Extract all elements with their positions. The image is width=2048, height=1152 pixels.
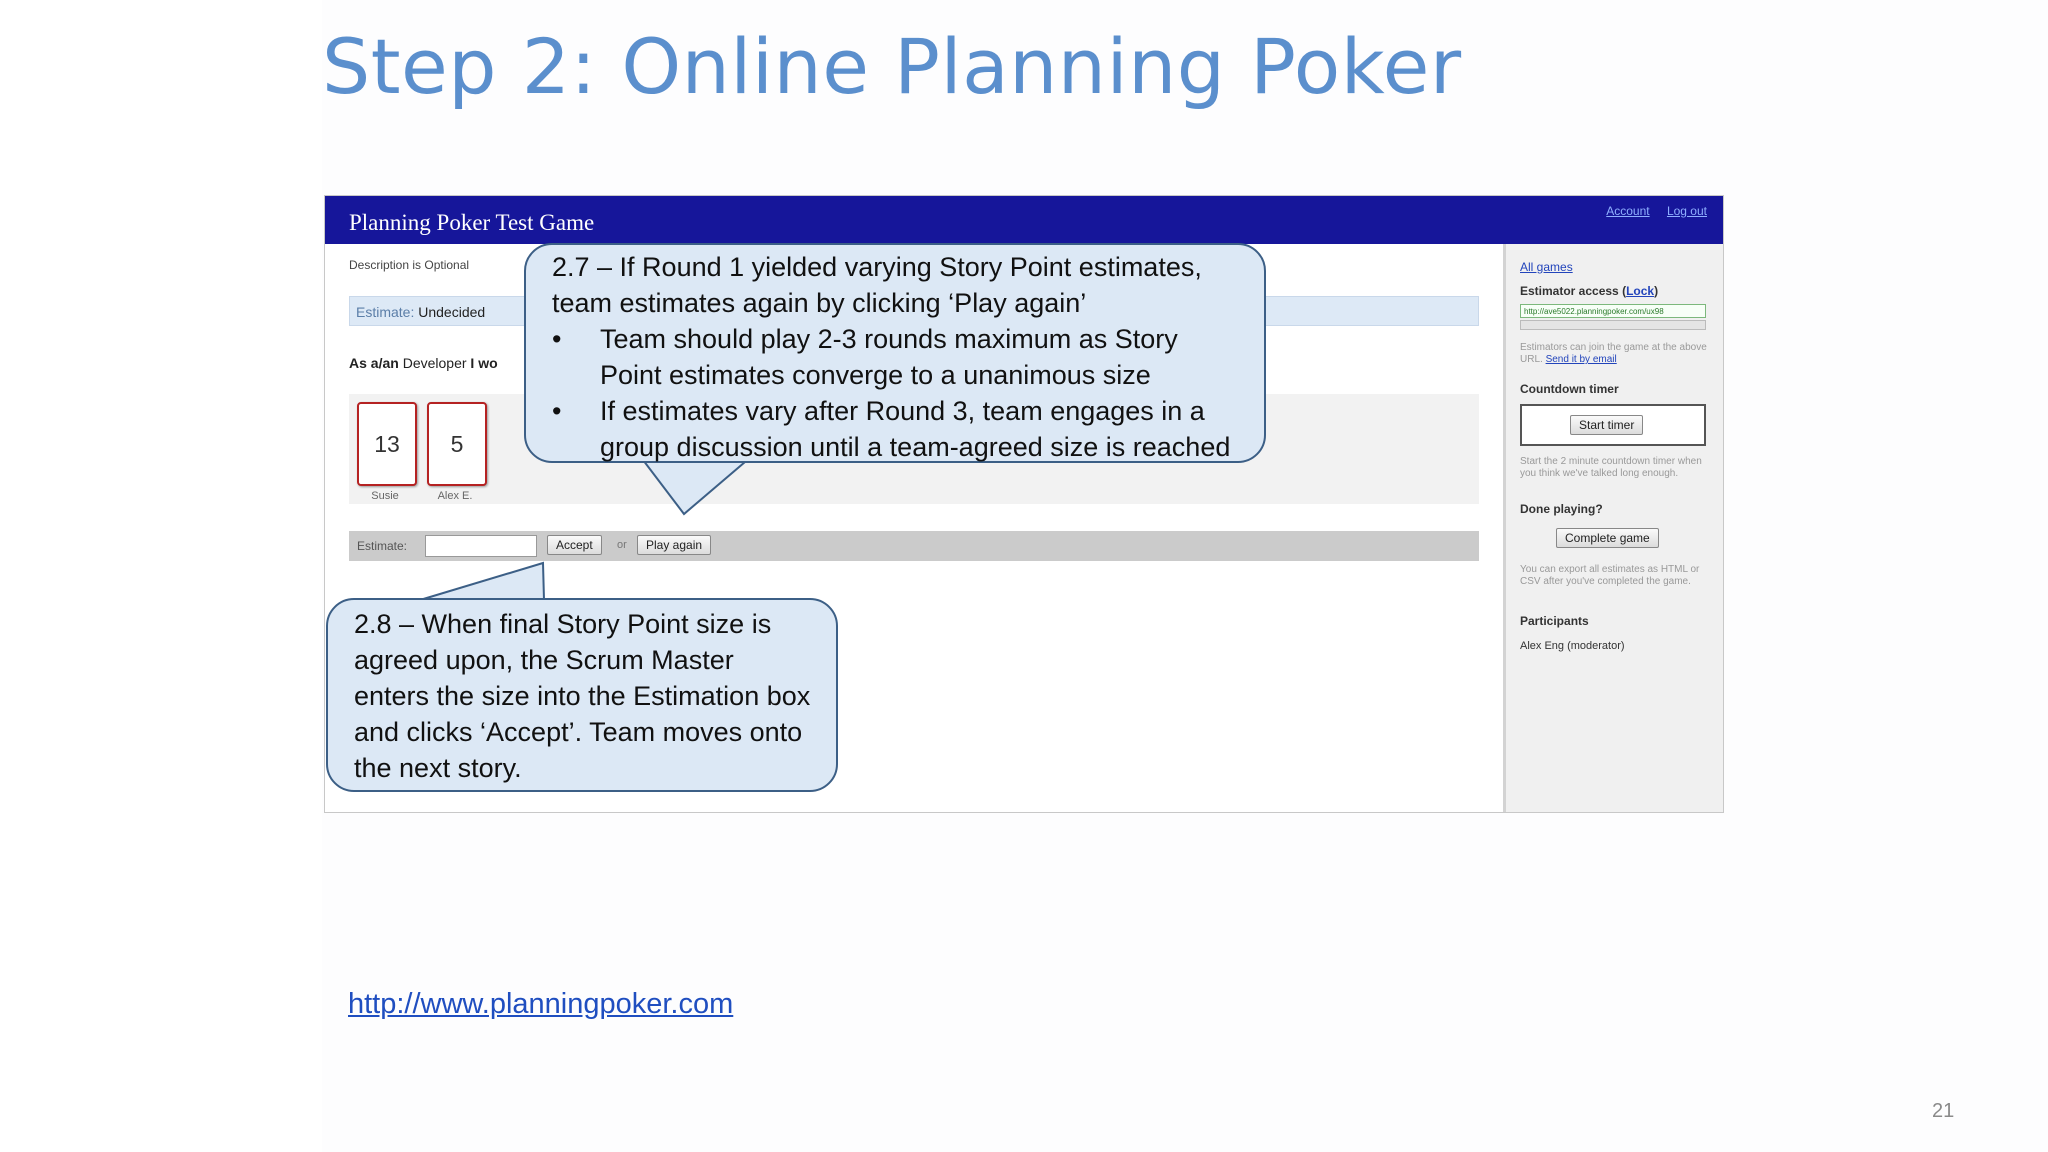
all-games-link[interactable]: All games (1520, 260, 1573, 274)
poker-card-susie: 13 (357, 402, 417, 486)
card-owner-susie: Susie (371, 490, 399, 502)
callout-accept-info (326, 598, 838, 792)
accept-button[interactable]: Accept (547, 535, 602, 555)
done-playing-heading: Done playing? (1520, 502, 1603, 516)
app-header (325, 196, 1723, 244)
story-role: Developer (402, 355, 467, 371)
participants-heading: Participants (1520, 614, 1589, 628)
page-number: 21 (1932, 1100, 1955, 1122)
callout-27-line1: 2.7 – If Round 1 yielded varying Story Point estimates, (552, 252, 1202, 282)
account-link[interactable]: Account (1606, 204, 1650, 218)
callout-round-info (524, 243, 1266, 463)
or-text: or (617, 539, 627, 551)
estimate-label: Estimate: (356, 304, 415, 320)
estimator-note (1520, 342, 1710, 366)
callout-27-bullets (552, 321, 1244, 465)
planningpoker-link[interactable]: http://www.planningpoker.com (348, 988, 734, 1020)
timer-box (1520, 404, 1706, 446)
description-text: Description is Optional (349, 258, 470, 272)
estimate-value: Undecided (418, 304, 486, 320)
complete-game-button[interactable]: Complete game (1556, 528, 1659, 548)
estimate-action-bar (349, 531, 1479, 561)
game-title: Planning Poker Test Game (349, 210, 595, 235)
poker-card-alex: 5 (427, 402, 487, 486)
participant-entry: Alex Eng (moderator) (1520, 640, 1625, 652)
estimate-input[interactable] (425, 535, 537, 557)
header-links (1592, 204, 1707, 218)
estimator-access-heading: Estimator access (Lock) (1520, 284, 1659, 298)
callout-28-tail (410, 560, 570, 602)
estimate-input-label: Estimate: (357, 539, 408, 553)
estimator-note-text: Estimators can join the game at the above URL. (1520, 342, 1707, 365)
lock-link[interactable]: Lock (1626, 284, 1655, 298)
card-owner-alex: Alex E. (437, 490, 473, 502)
countdown-heading: Countdown timer (1520, 382, 1619, 396)
estimator-access-label: Estimator access (1520, 284, 1619, 298)
url-scrollbar[interactable] (1520, 320, 1706, 330)
start-timer-button[interactable]: Start timer (1570, 415, 1643, 435)
send-email-link[interactable]: Send it by email (1545, 354, 1617, 365)
callout-27-line2: team estimates again by clicking ‘Play again’ (552, 288, 1087, 318)
callout-27-tail (640, 456, 770, 520)
callout-28-text: 2.8 – When final Story Point size is agreed upon, the Scrum Master enters the size into the Estimation box and clicks ‘Accept’. Team moves onto the next story. (354, 609, 811, 783)
countdown-note: Start the 2 minute countdown timer when you think we've talked long enough. (1520, 456, 1702, 479)
estimator-url-field[interactable]: http://ave5022.planningpoker.com/ux98 (1520, 304, 1706, 318)
story-text (349, 355, 498, 371)
story-i: I wo (470, 355, 498, 371)
game-sidebar (1503, 244, 1724, 812)
slide-title: Step 2: Online Planning Poker (322, 22, 1462, 111)
logout-link[interactable]: Log out (1666, 204, 1707, 218)
callout-27-bullet-2: • If estimates vary after Round 3, team engages in a group discussion until a team-agreed size is reached (552, 393, 1244, 465)
callout-27-bullet-1: • Team should play 2-3 rounds maximum as Story Point estimates converge to a unanimous size (552, 321, 1244, 393)
story-prefix: As a/an (349, 355, 399, 371)
export-note: You can export all estimates as HTML or CSV after you've completed the game. (1520, 564, 1700, 587)
play-again-button[interactable]: Play again (637, 535, 711, 555)
